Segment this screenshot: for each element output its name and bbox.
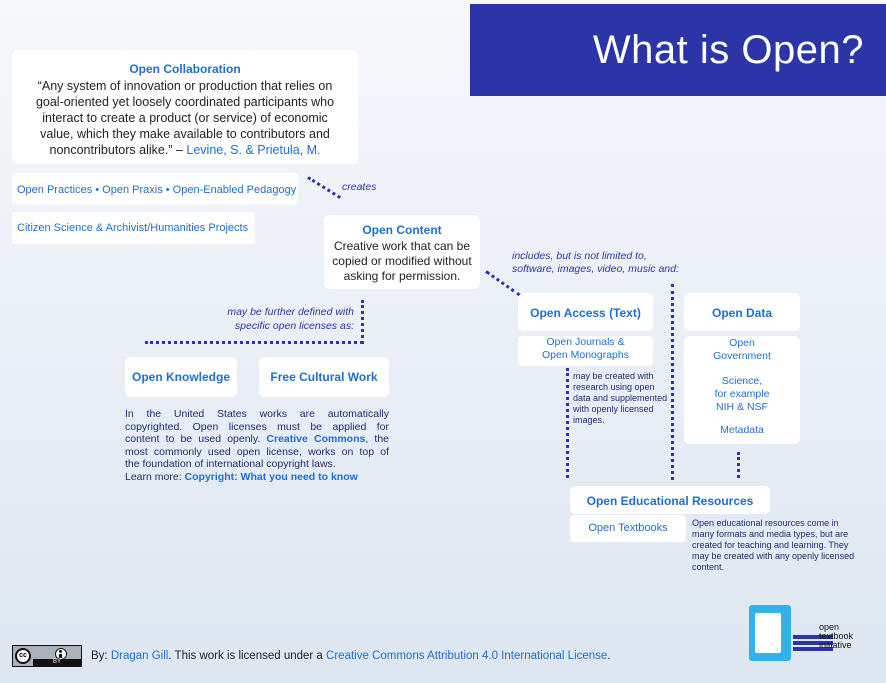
oer-desc: Open educational resources come in many formats and media types, but are created for teaching and learning. They may be created with any openly licensed content. xyxy=(692,518,855,572)
open-data-list xyxy=(684,336,800,444)
citation-link[interactable]: Levine, S. & Prietula, M. xyxy=(186,143,321,157)
practices-text: Open Practices • Open Praxis • Open-Enabled Pedagogy xyxy=(17,184,297,196)
author-link[interactable]: Dragan Gill xyxy=(110,650,169,662)
footer-attribution: By: Dragan Gill. This work is licensed under a Creative Commons Attribution 4.0 International License. xyxy=(91,650,611,662)
open-data-title: Open Data xyxy=(711,306,772,320)
open-content-desc: Creative work that can be copied or modified without asking for permission. xyxy=(332,239,472,283)
cc-icon: cc xyxy=(15,648,31,664)
science-item: Science, for example NIH & NSF xyxy=(714,375,770,413)
open-access-title: Open Access (Text) xyxy=(530,306,641,320)
includes-label: includes, but is not limited to, software, images, video, music and: xyxy=(512,250,679,275)
further-defined-label: may be further defined with specific open licenses as: xyxy=(227,306,354,332)
open-textbook-logo xyxy=(749,605,879,665)
open-government-item: Open Government xyxy=(713,337,771,362)
cc-license-badge[interactable] xyxy=(12,645,82,667)
open-access-sub-card xyxy=(518,336,653,366)
collaboration-quote: “Any system of innovation or production that relies on goal-oriented yet loosely coordinated participants who interact to create a product (or service) of economic value, which they make available to contributors and noncontributors alike.” – Levine, S. & Prietula, M. xyxy=(35,79,335,157)
open-journals-text: Open Journals & Open Monographs xyxy=(542,336,629,361)
by-badge-text: BY xyxy=(33,659,81,666)
book-icon xyxy=(749,605,791,661)
open-access-vline xyxy=(566,368,569,478)
license-link[interactable]: Creative Commons Attribution 4.0 International License xyxy=(326,650,608,662)
open-collaboration-card xyxy=(12,50,358,164)
licenses-hline xyxy=(145,341,363,344)
title-banner xyxy=(470,4,886,96)
open-knowledge-title: Open Knowledge xyxy=(131,370,230,384)
open-data-card xyxy=(684,293,800,331)
creative-commons-link[interactable]: Creative Commons xyxy=(266,433,366,445)
creates-connector xyxy=(307,176,341,199)
citizen-science-box xyxy=(12,212,255,244)
free-cultural-work-title: Free Cultural Work xyxy=(270,370,378,384)
oer-card xyxy=(570,486,770,514)
open-access-note: may be created with research using open data and supplemented with openly licensed images. xyxy=(573,371,668,425)
logo-text: open textbook initiative xyxy=(819,622,854,650)
citizen-science-text: Citizen Science & Archivist/Humanities Projects xyxy=(17,222,249,234)
page-title: What is Open? xyxy=(592,28,864,72)
open-knowledge-card xyxy=(125,357,237,397)
creates-label: creates xyxy=(342,181,377,193)
oer-title: Open Educational Resources xyxy=(586,494,754,508)
metadata-item: Metadata xyxy=(720,424,764,436)
practices-box xyxy=(12,173,298,205)
open-textbooks-text: Open Textbooks xyxy=(588,522,668,534)
open-access-card xyxy=(518,293,653,331)
open-data-vline xyxy=(737,452,740,478)
open-content-card xyxy=(324,215,480,289)
open-collaboration-title: Open Collaboration xyxy=(129,62,241,76)
copyright-text: In the United States works are automatically copyrighted. Open licenses must be applied for content to be used openly. Creative Commons, the most commonly used open license, works on top of the foundation of international copyright laws. Learn more: Copyright: What you need to know xyxy=(125,408,389,483)
open-textbooks-box xyxy=(570,515,686,542)
open-content-title: Open Content xyxy=(362,223,442,237)
copyright-learn-link[interactable]: Copyright: What you need to know xyxy=(184,470,358,483)
further-defined-vline xyxy=(361,300,364,344)
center-divider xyxy=(671,284,674,480)
free-cultural-work-card xyxy=(259,357,389,397)
